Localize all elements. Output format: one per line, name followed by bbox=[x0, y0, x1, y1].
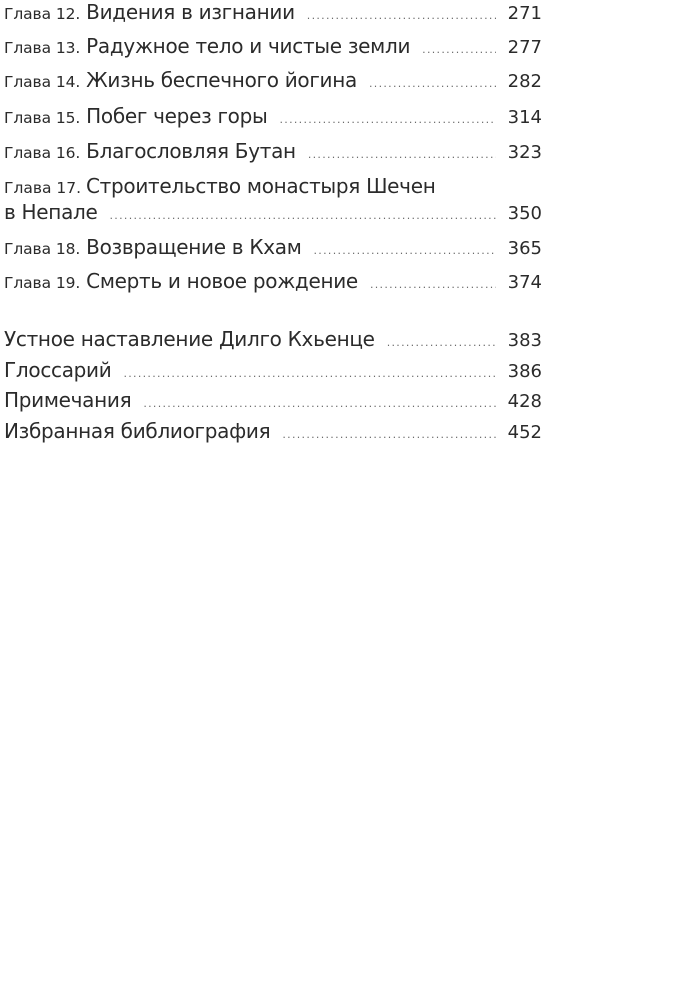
toc-entry-glossary bbox=[4, 358, 542, 384]
page-number: 271 bbox=[507, 3, 542, 24]
dot-leader bbox=[308, 148, 496, 161]
chapter-title-continuation: в Непале bbox=[4, 200, 98, 224]
chapter-number: Глава 14. bbox=[4, 73, 81, 91]
dot-leader bbox=[370, 278, 496, 291]
toc-entry-chapter-14 bbox=[4, 68, 542, 94]
dot-leader bbox=[307, 9, 496, 22]
toc-entry-chapter-18 bbox=[4, 235, 542, 261]
chapter-title: Смерть и новое рождение bbox=[86, 269, 358, 293]
toc-entry-chapter-19 bbox=[4, 269, 542, 295]
chapter-number: Глава 18. bbox=[4, 240, 81, 258]
toc-entry-chapter-16 bbox=[4, 139, 542, 165]
page-number: 277 bbox=[507, 37, 542, 58]
chapter-title: Жизнь беспечного йогина bbox=[86, 68, 357, 92]
dot-leader bbox=[369, 77, 496, 90]
chapter-title: Возвращение в Кхам bbox=[86, 235, 302, 259]
page-number: 383 bbox=[507, 330, 542, 351]
dot-leader bbox=[143, 397, 496, 410]
section-title: Глоссарий bbox=[4, 358, 112, 382]
chapter-number: Глава 19. bbox=[4, 274, 81, 292]
page-number: 314 bbox=[507, 107, 542, 128]
dot-leader bbox=[314, 244, 496, 257]
dot-leader bbox=[387, 336, 496, 349]
toc-entry-oral-instruction bbox=[4, 327, 542, 353]
chapter-number: Глава 16. bbox=[4, 144, 81, 162]
dot-leader bbox=[110, 209, 496, 222]
dot-leader bbox=[422, 43, 496, 56]
page-number: 452 bbox=[507, 422, 542, 443]
chapter-title: Радужное тело и чистые земли bbox=[86, 34, 411, 58]
page-number: 350 bbox=[507, 203, 542, 224]
toc-entry-chapter-17-line-1 bbox=[4, 174, 435, 198]
page-number: 323 bbox=[507, 142, 542, 163]
page-number: 365 bbox=[507, 238, 542, 259]
chapter-title: Видения в изгнании bbox=[86, 0, 295, 24]
chapter-title: Побег через горы bbox=[86, 104, 268, 128]
section-title: Избранная библиография bbox=[4, 419, 271, 443]
toc-entry-chapter-15 bbox=[4, 104, 542, 130]
chapter-title: Благословляя Бутан bbox=[86, 139, 296, 163]
dot-leader bbox=[282, 428, 496, 441]
page-number: 282 bbox=[507, 71, 542, 92]
chapter-number: Глава 12. bbox=[4, 5, 81, 23]
toc-entry-chapter-17-line-2 bbox=[4, 200, 542, 226]
chapter-title: Строительство монастыря Шечен bbox=[86, 174, 436, 198]
chapter-number: Глава 15. bbox=[4, 109, 81, 127]
dot-leader bbox=[123, 367, 496, 380]
page-number: 374 bbox=[507, 272, 542, 293]
page-number: 386 bbox=[507, 361, 542, 382]
toc-entry-chapter-12 bbox=[4, 0, 542, 26]
section-title: Устное наставление Дилго Кхьенце bbox=[4, 327, 375, 351]
chapter-number: Глава 13. bbox=[4, 39, 81, 57]
toc-entry-chapter-13 bbox=[4, 34, 542, 60]
toc-entry-bibliography bbox=[4, 419, 542, 445]
section-title: Примечания bbox=[4, 388, 132, 412]
toc-entry-notes bbox=[4, 388, 542, 414]
page-number: 428 bbox=[507, 391, 542, 412]
chapter-number: Глава 17. bbox=[4, 179, 82, 197]
dot-leader bbox=[280, 113, 497, 126]
